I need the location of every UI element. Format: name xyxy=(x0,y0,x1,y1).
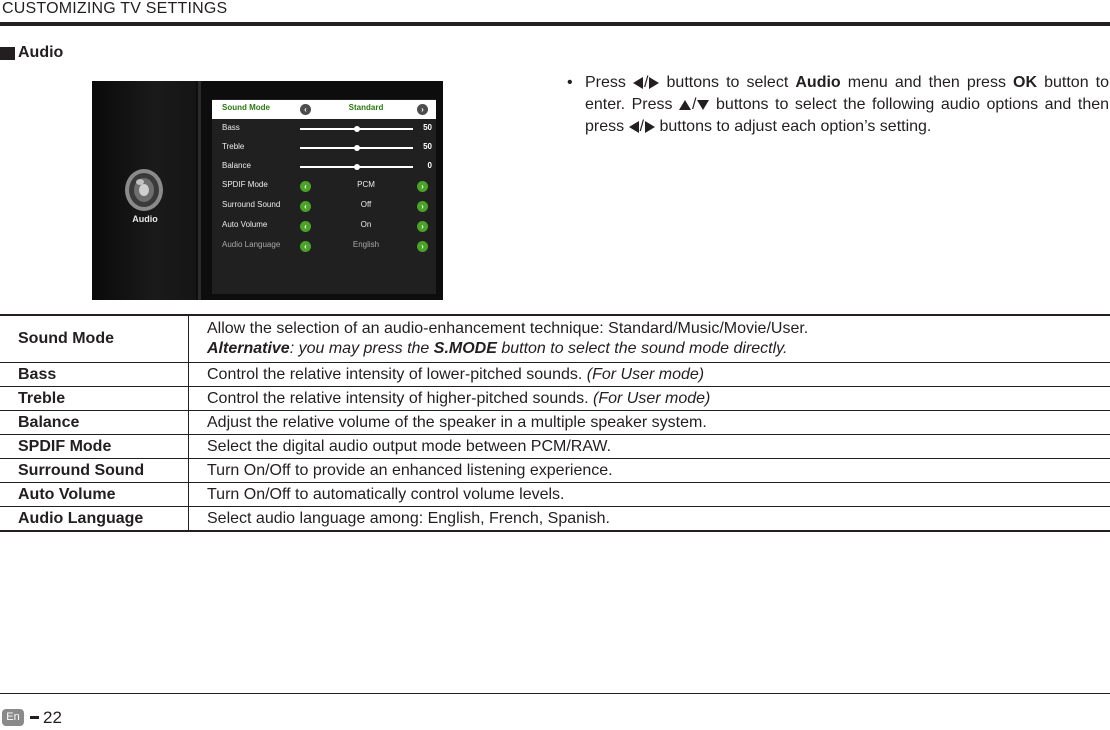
menu-row-label: Auto Volume xyxy=(222,220,268,229)
option-name: Surround Sound xyxy=(0,459,189,483)
chevron-left-icon[interactable]: ‹ xyxy=(300,241,311,252)
alternative-label: Alternative xyxy=(207,340,290,357)
option-description xyxy=(189,387,1110,411)
option-description xyxy=(189,507,1110,532)
option-description xyxy=(189,315,1110,363)
menu-row-label: Balance xyxy=(222,161,251,170)
table-row xyxy=(0,315,1110,363)
chevron-right-icon[interactable]: › xyxy=(417,181,428,192)
menu-row-value: On xyxy=(360,220,372,229)
slider-knob[interactable] xyxy=(354,145,360,151)
section-title: Audio xyxy=(18,44,64,61)
menu-row-value: Off xyxy=(360,200,372,209)
left-arrow-icon xyxy=(629,121,639,133)
panel-divider xyxy=(198,81,201,300)
page-number: 22 xyxy=(43,708,62,727)
instruction-part: button to enter. Press xyxy=(585,74,1110,113)
table-row xyxy=(0,363,1110,387)
arrow-separator: / xyxy=(692,96,697,113)
chevron-right-icon[interactable]: › xyxy=(417,241,428,252)
chevron-left-icon[interactable]: ‹ xyxy=(300,104,311,115)
table-row xyxy=(0,459,1110,483)
table-row xyxy=(0,435,1110,459)
menu-row[interactable] xyxy=(212,120,436,139)
language-badge: En xyxy=(2,709,24,726)
instruction-part: menu and then press xyxy=(847,74,1006,91)
table-row xyxy=(0,483,1110,507)
slider-value: 0 xyxy=(427,161,432,170)
menu-row-label: Bass xyxy=(222,123,240,132)
menu-row-label: Treble xyxy=(222,142,245,151)
menu-row[interactable] xyxy=(212,217,436,236)
option-description-text: Control the relative intensity of lower-pitched sounds. xyxy=(207,365,587,383)
option-description xyxy=(189,459,1110,483)
arrow-separator: / xyxy=(643,74,649,91)
chevron-right-icon[interactable]: › xyxy=(417,201,428,212)
menu-row-label: Audio Language xyxy=(222,240,281,249)
slider-knob[interactable] xyxy=(354,164,360,170)
option-description xyxy=(189,411,1110,435)
option-description-text: Turn On/Off to automatically control volume levels. xyxy=(207,485,565,503)
chevron-left-icon[interactable]: ‹ xyxy=(300,201,311,212)
up-arrow-icon xyxy=(679,100,691,110)
option-description xyxy=(189,363,1110,387)
left-arrow-icon xyxy=(633,77,643,89)
instruction-part: buttons to adjust each option’s setting. xyxy=(659,118,932,135)
section-heading xyxy=(0,43,63,63)
audio-menu-screenshot xyxy=(92,81,443,300)
table-row xyxy=(0,411,1110,435)
smode-key: S.MODE xyxy=(433,340,497,357)
menu-row[interactable] xyxy=(212,177,436,196)
option-name: SPDIF Mode xyxy=(0,435,189,459)
menu-row[interactable] xyxy=(212,237,436,256)
menu-row-value: PCM xyxy=(357,180,375,189)
option-description-text: Select audio language among: English, French, Spanish. xyxy=(207,509,610,527)
right-arrow-icon xyxy=(645,121,655,133)
menu-row-label: SPDIF Mode xyxy=(222,180,268,189)
alternative-text: : you may press the xyxy=(289,340,434,357)
instruction-part: Press xyxy=(585,74,626,91)
option-description-text: Adjust the relative volume of the speaker in a multiple speaker system. xyxy=(207,413,707,431)
instruction-part: buttons to select xyxy=(666,74,789,91)
option-description-text: Control the relative intensity of higher-pitched sounds. xyxy=(207,389,593,407)
instruction-ok-keyword: OK xyxy=(1013,74,1038,91)
option-description-text: Select the digital audio output mode between PCM/RAW. xyxy=(207,437,612,455)
right-arrow-icon xyxy=(649,77,659,89)
chevron-right-icon[interactable]: › xyxy=(417,104,428,115)
speaker-icon xyxy=(119,165,169,215)
chevron-left-icon[interactable]: ‹ xyxy=(300,181,311,192)
bullet-dot: • xyxy=(567,74,573,91)
user-mode-note: (For User mode) xyxy=(593,389,711,407)
option-description-text: Turn On/Off to provide an enhanced listening experience. xyxy=(207,461,613,479)
option-name: Bass xyxy=(0,363,189,387)
option-name: Treble xyxy=(0,387,189,411)
option-description xyxy=(189,435,1110,459)
menu-row-value: English xyxy=(352,240,380,249)
menu-row-label: Sound Mode xyxy=(222,103,270,112)
option-description xyxy=(189,483,1110,507)
menu-row[interactable] xyxy=(212,197,436,216)
slider-value: 50 xyxy=(423,123,432,132)
alternative-note xyxy=(207,339,1110,359)
instruction-audio-keyword: Audio xyxy=(795,74,841,91)
menu-row-label: Surround Sound xyxy=(222,200,281,209)
slider-value: 50 xyxy=(423,142,432,151)
chevron-left-icon[interactable]: ‹ xyxy=(300,221,311,232)
chapter-title: CUSTOMIZING TV SETTINGS xyxy=(2,0,228,17)
page-header xyxy=(0,0,1110,26)
option-name: Sound Mode xyxy=(0,315,189,363)
table-row xyxy=(0,387,1110,411)
table-row xyxy=(0,507,1110,532)
option-name: Audio Language xyxy=(0,507,189,532)
page-number-dash xyxy=(30,716,39,719)
menu-row[interactable] xyxy=(212,158,436,177)
instruction-part: buttons to select the following audio options and then press xyxy=(585,96,1110,135)
audio-options-list xyxy=(212,99,436,294)
audio-options-table xyxy=(0,314,1110,532)
down-arrow-icon xyxy=(697,100,709,110)
menu-row[interactable] xyxy=(212,139,436,158)
menu-row-value: Standard xyxy=(348,103,384,112)
alternative-text: button to select the sound mode directly. xyxy=(496,340,788,357)
menu-category-label: Audio xyxy=(132,214,158,224)
option-name: Auto Volume xyxy=(0,483,189,507)
user-mode-note: (For User mode) xyxy=(586,365,705,383)
footer-rule xyxy=(0,693,1110,694)
chevron-right-icon[interactable]: › xyxy=(417,221,428,232)
section-marker-icon xyxy=(0,47,15,60)
instruction-text xyxy=(585,72,1109,138)
option-name: Balance xyxy=(0,411,189,435)
menu-row[interactable] xyxy=(212,100,436,119)
arrow-separator: / xyxy=(639,118,645,135)
slider-knob[interactable] xyxy=(354,126,360,132)
option-description-line: Allow the selection of an audio-enhancement technique: Standard/Music/Movie/User. xyxy=(207,320,809,337)
